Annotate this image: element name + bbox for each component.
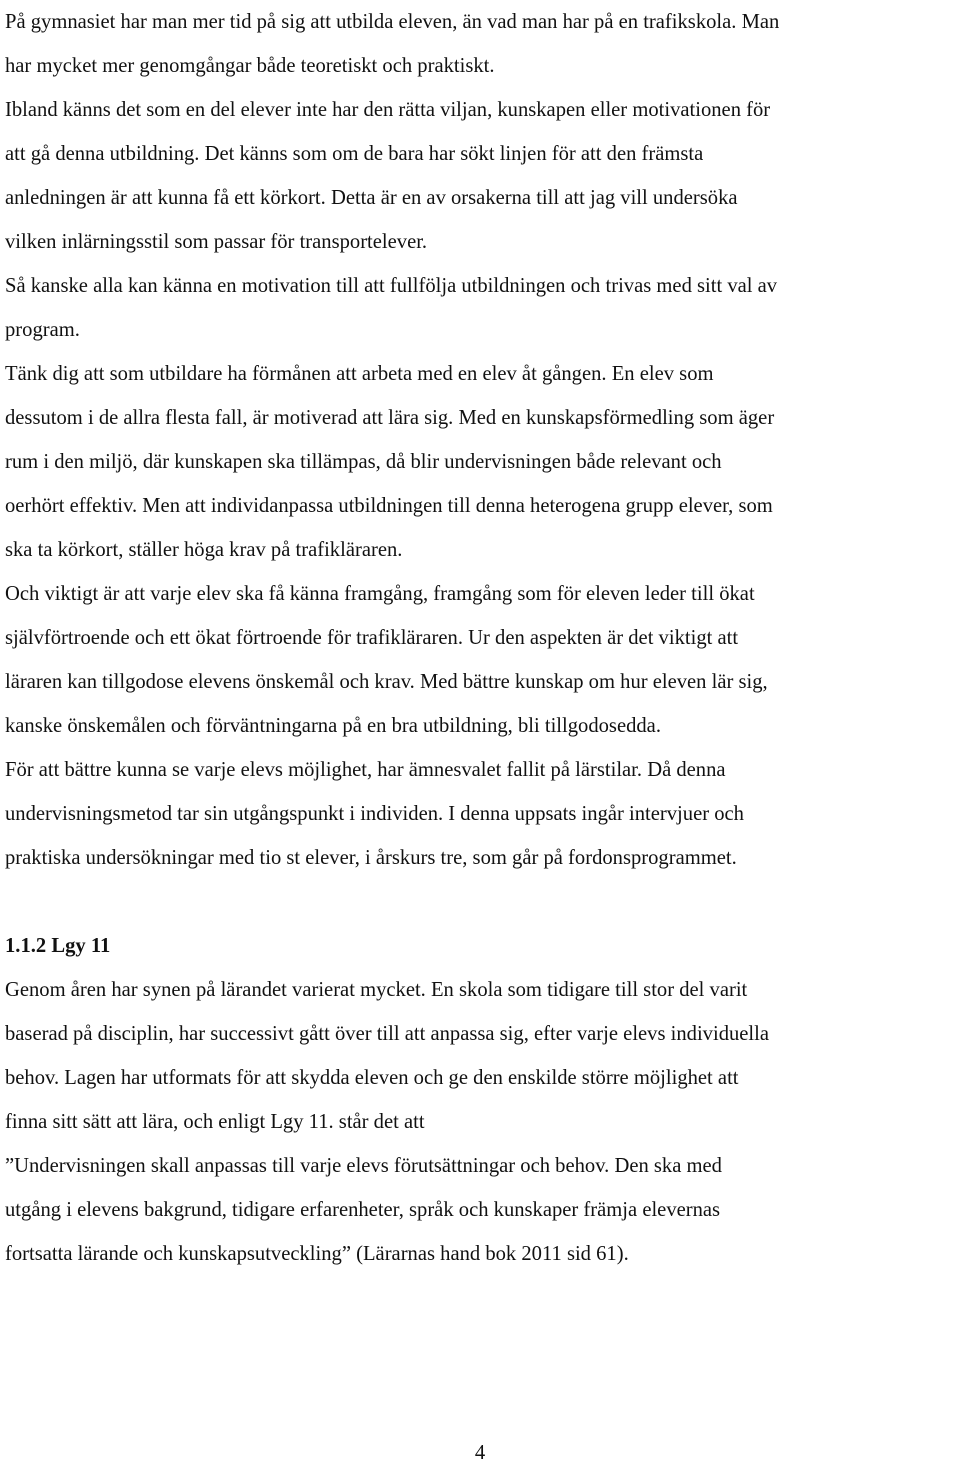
text-line: Genom åren har synen på lärandet varierat mycket. En skola som tidigare till stor del varit bbox=[5, 979, 748, 1001]
text-line: Så kanske alla kan känna en motivation till att fullfölja utbildningen och trivas med sitt val av bbox=[5, 275, 778, 297]
text-line: undervisningsmetod tar sin utgångspunkt i individen. I denna uppsats ingår intervjuer och bbox=[5, 803, 744, 825]
text-line: dessutom i de allra flesta fall, är motiverad att lära sig. Med en kunskapsförmedling som äger bbox=[5, 407, 775, 429]
text-line: program. bbox=[5, 319, 80, 341]
text-line: läraren kan tillgodose elevens önskemål och krav. Med bättre kunskap om hur eleven lär sig, bbox=[5, 671, 768, 693]
text-line: att gå denna utbildning. Det känns som om de bara har sökt linjen för att den främsta bbox=[5, 143, 704, 165]
paragraph bbox=[5, 88, 955, 264]
text-line: baserad på disciplin, har successivt gått över till att anpassa sig, efter varje elevs individuella bbox=[5, 1023, 770, 1045]
text-line: Och viktigt är att varje elev ska få känna framgång, framgång som för eleven leder till ökat bbox=[5, 583, 755, 605]
text-line: På gymnasiet har man mer tid på sig att utbilda eleven, än vad man har på en trafikskola. Man bbox=[5, 11, 780, 33]
text-line: kanske önskemålen och förväntningarna på en bra utbildning, bli tillgodosedda. bbox=[5, 715, 661, 737]
text-line: Tänk dig att som utbildare ha förmånen att arbeta med en elev åt gången. En elev som bbox=[5, 363, 714, 385]
text-line: självförtroende och ett ökat förtroende för trafikläraren. Ur den aspekten är det viktigt att bbox=[5, 627, 739, 649]
text-line: ska ta körkort, ställer höga krav på trafikläraren. bbox=[5, 539, 403, 561]
text-line: har mycket mer genomgångar både teoretiskt och praktiskt. bbox=[5, 55, 495, 77]
quote-line: utgång i elevens bakgrund, tidigare erfarenheter, språk och kunskaper främja elevernas bbox=[5, 1199, 721, 1221]
section-body bbox=[5, 968, 955, 1276]
text-line: behov. Lagen har utformats för att skydda eleven och ge den enskilde större möjlighet att bbox=[5, 1067, 739, 1089]
paragraph bbox=[5, 748, 955, 880]
text-line: vilken inlärningsstil som passar för transportelever. bbox=[5, 231, 428, 253]
quote-line: ”Undervisningen skall anpassas till varje elevs förutsättningar och behov. Den ska med bbox=[5, 1155, 722, 1177]
quote-line: fortsatta lärande och kunskapsutveckling” (Lärarnas hand bok 2011 sid 61). bbox=[5, 1243, 629, 1265]
paragraph bbox=[5, 572, 955, 748]
section-heading: 1.1.2 Lgy 11 bbox=[5, 935, 111, 957]
text-line: Ibland känns det som en del elever inte har den rätta viljan, kunskapen eller motivationen för bbox=[5, 99, 771, 121]
text-line: För att bättre kunna se varje elevs möjlighet, har ämnesvalet fallit på lärstilar. Då denna bbox=[5, 759, 726, 781]
text-line: finna sitt sätt att lära, och enligt Lgy 11. står det att bbox=[5, 1111, 425, 1133]
document-page bbox=[5, 0, 955, 1276]
spacer bbox=[5, 880, 955, 924]
page-number: 4 bbox=[474, 1442, 486, 1464]
paragraph bbox=[5, 0, 955, 88]
text-line: oerhört effektiv. Men att individanpassa utbildningen till denna heterogena grupp elever, som bbox=[5, 495, 773, 517]
paragraph bbox=[5, 264, 955, 352]
text-line: rum i den miljö, där kunskapen ska tillämpas, då blir undervisningen både relevant och bbox=[5, 451, 722, 473]
text-line: praktiska undersökningar med tio st elever, i årskurs tre, som går på fordonsprogrammet. bbox=[5, 847, 737, 869]
text-line: anledningen är att kunna få ett körkort. Detta är en av orsakerna till att jag vill undersöka bbox=[5, 187, 738, 209]
paragraph bbox=[5, 352, 955, 572]
